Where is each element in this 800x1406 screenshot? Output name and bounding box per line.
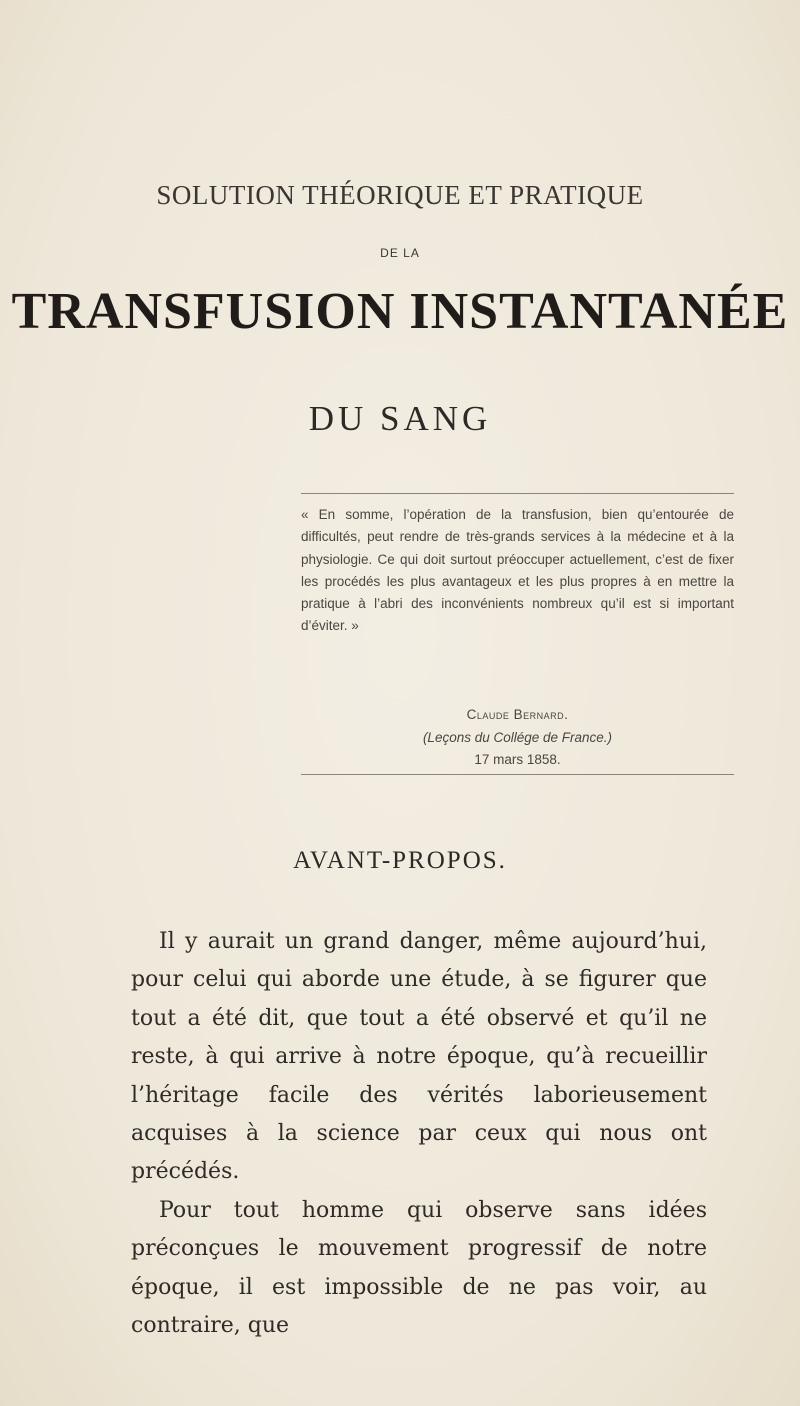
title-line-1: SOLUTION THÉORIQUE ET PRATIQUE <box>156 180 644 210</box>
paragraph: Il y aurait un grand danger, même aujourd’hui, pour celui qui aborde une étude, à se figurer que tout a été dit, que tout a été observé et qu’il ne reste, à qui arrive à notre époque, qu’à recueillir l’héritage facile des vérités laborieusement acquises à la science par ceux qui nous ont précédés. <box>131 929 707 1185</box>
paragraph: Pour tout homme qui observe sans idées préconçues le mouvement progressif de notre époque, il est impossible de ne pas voir, au contraire, que <box>131 1197 707 1339</box>
epigraph-author: Claude Bernard. <box>466 707 569 722</box>
section-heading: AVANT-PROPOS. <box>293 847 507 874</box>
subtitle: DU SANG <box>308 399 492 438</box>
epigraph-text: « En somme, l’opération de la transfusion, bien qu’entourée de difficultés, peut rendre de très-grands services à la médecine et à la physiologie. Ce qui doit surtout préoccuper actuellement, c’est de fixer les procédés les plus avantageux et les plus propres à en mettre la pratique à l’abri des inconvénients nombreux qu’il est si important d’éviter. » <box>301 507 734 634</box>
epigraph-date: 17 mars 1858. <box>474 752 561 767</box>
main-title: TRANSFUSION INSTANTANÉE <box>11 283 789 340</box>
epigraph-bottom-rule <box>301 774 734 775</box>
body-text <box>131 923 707 1345</box>
epigraph-top-rule <box>301 493 734 494</box>
title-line-2: DE LA <box>380 246 420 260</box>
epigraph-source: (Leçons du Collége de France.) <box>422 730 613 745</box>
